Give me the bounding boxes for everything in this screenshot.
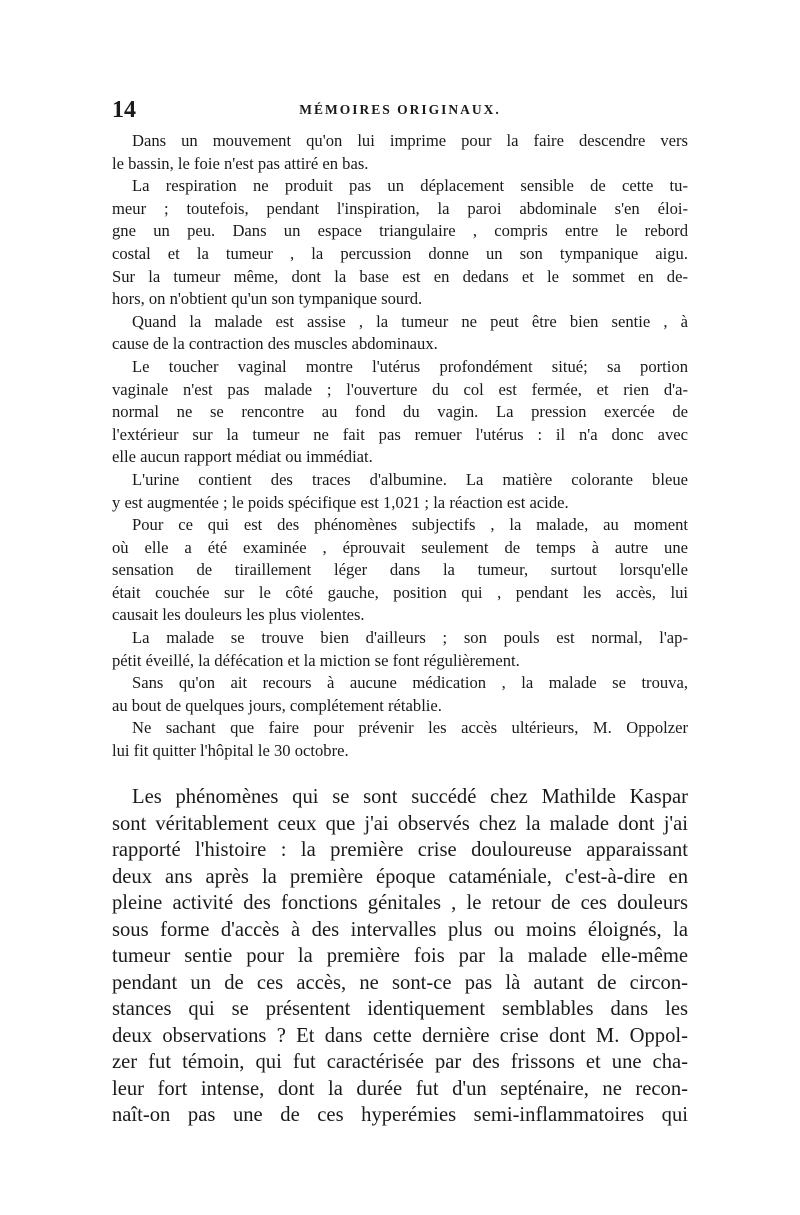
running-title: MÉMOIRES ORIGINAUX. [299, 102, 501, 117]
text-line: L'urine contient des traces d'albumine. La matière colorante bleue [132, 469, 688, 489]
text-line: Le toucher vaginal montre l'utérus profondément situé; sa portion [132, 356, 688, 376]
text-line: rapporté l'histoire : la première crise douloureuse apparaissant [112, 839, 688, 861]
text-line: sensation de tiraillement léger dans la tumeur, surtout lorsqu'elle [112, 560, 688, 580]
text-line: Dans un mouvement qu'on lui imprime pour la faire descendre vers [132, 131, 688, 150]
text-line: tumeur sentie pour la première fois par la malade elle-même [112, 945, 688, 967]
text-line: où elle a été examinée , éprouvait seulement de temps à autre une [112, 537, 688, 557]
text-line: hors, on n'obtient qu'un son tympanique sourd. [112, 289, 423, 309]
text-line: elle aucun rapport médiat ou immédiat. [112, 447, 373, 467]
text-line: deux ans après la première époque cataméniale, c'est-à-dire en [112, 865, 688, 888]
text-line: gne un peu. Dans un espace triangulaire , compris entre le rebord [112, 221, 688, 241]
text-line: pleine activité des fonctions génitales , le retour de ces douleurs [112, 892, 688, 914]
text-line: sont véritablement ceux que j'ai observés chez la malade dont j'ai [112, 812, 688, 835]
page-header [112, 96, 688, 124]
text-line: sous forme d'accès à des intervalles plus ou moins éloignés, la [112, 918, 688, 941]
text-line: meur ; toutefois, pendant l'inspiration, la paroi abdominale s'en éloi- [112, 198, 688, 218]
text-line: Les phénomènes qui se sont succédé chez Mathilde Kaspar [132, 786, 688, 808]
text-line: y est augmentée ; le poids spécifique est 1,021 ; la réaction est acide. [112, 492, 569, 512]
case-report-text [112, 130, 688, 763]
text-line: vaginale n'est pas malade ; l'ouverture du col est fermée, et rien d'a- [112, 379, 688, 399]
text-line: stances qui se présentent identiquement semblables dans les [112, 998, 688, 1020]
text-line: La malade se trouve bien d'ailleurs ; son pouls est normal, l'ap- [132, 628, 688, 648]
text-line: leur fort intense, dont la durée fut d'un septénaire, ne recon- [112, 1077, 688, 1100]
text-line: Quand la malade est assise , la tumeur ne peut être bien sentie , à [132, 311, 688, 331]
text-line: La respiration ne produit pas un déplacement sensible de cette tu- [132, 176, 688, 196]
text-line: normal ne se rencontre au fond du vagin. La pression exercée de [112, 402, 688, 422]
text-line: causait les douleurs les plus violentes. [112, 605, 365, 625]
text-line: le bassin, le foie n'est pas attiré en bas. [112, 153, 369, 173]
text-line: était couchée sur le côté gauche, position qui , pendant les accès, lui [112, 582, 688, 602]
text-line: naît-on pas une de ces hyperémies semi-inflammatoires qui [112, 1104, 688, 1126]
text-line: pétit éveillé, la défécation et la miction se font régulièrement. [112, 650, 520, 670]
text-line: lui fit quitter l'hôpital le 30 octobre. [112, 741, 349, 761]
text-line: deux observations ? Et dans cette dernière crise dont M. Oppol- [112, 1024, 688, 1047]
discussion-text [112, 784, 688, 1129]
text-line: cause de la contraction des muscles abdominaux. [112, 334, 438, 354]
page-number: 14 [112, 97, 136, 123]
text-line: Ne sachant que faire pour prévenir les accès ultérieurs, M. Oppolzer [132, 718, 688, 738]
text-line: zer fut témoin, qui fut caractérisée par des frissons et une cha- [112, 1051, 688, 1073]
text-line: costal et la tumeur , la percussion donne un son tympanique aigu. [112, 243, 688, 263]
text-line: pendant un de ces accès, ne sont-ce pas là autant de circon- [112, 971, 688, 994]
text-line: l'extérieur sur la tumeur ne fait pas remuer l'utérus : il n'a donc avec [112, 424, 688, 444]
text-line: Sur la tumeur même, dont la base est en dedans et le sommet en de- [112, 266, 688, 286]
text-line: Pour ce qui est des phénomènes subjectifs , la malade, au moment [132, 515, 688, 535]
text-line: au bout de quelques jours, complétement rétablie. [112, 695, 442, 715]
text-line: Sans qu'on ait recours à aucune médication , la malade se trouva, [132, 673, 688, 693]
